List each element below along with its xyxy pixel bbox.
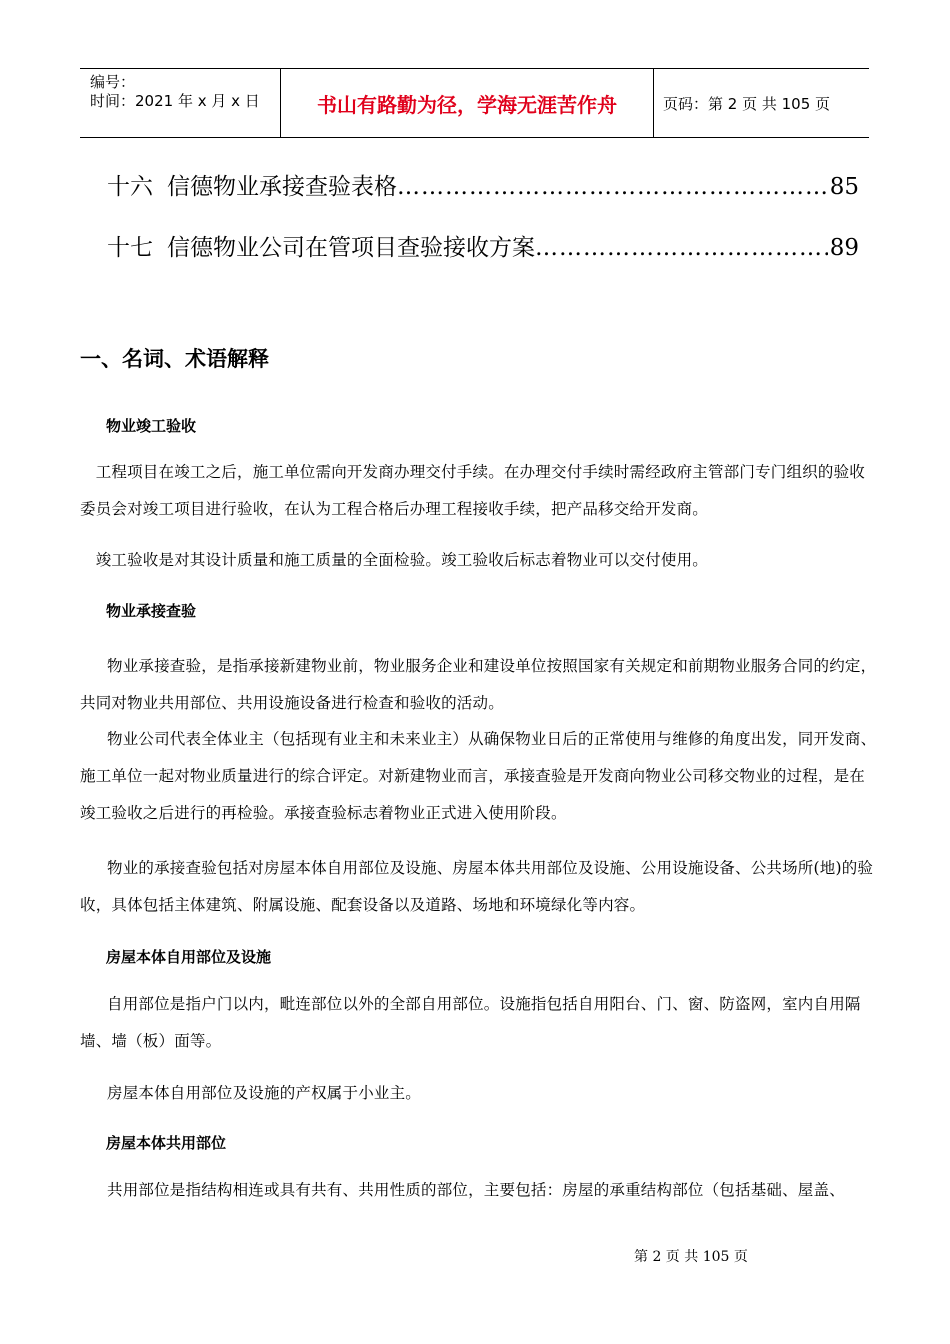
section-title: 一、名词、术语解释 xyxy=(80,347,269,371)
toc-title: 信德物业公司在管项目查验接收方案 xyxy=(167,235,535,261)
subheading: 房屋本体自用部位及设施 xyxy=(106,948,272,966)
paragraph: 房屋本体自用部位及设施的产权属于小业主。 xyxy=(107,1084,422,1102)
toc-entry[interactable] xyxy=(107,229,859,262)
subheading: 房屋本体共用部位 xyxy=(106,1134,227,1152)
header-meta xyxy=(80,69,281,137)
toc-leader xyxy=(397,174,828,200)
paragraph: 物业公司代表全体业主（包括现有业主和未来业主）从确保物业日后的正常使用与维修的角度出发，同开发商、施工单位一起对物业质量进行的综合评定。对新建物业而言，承接查验是开发商向物业公司移交物业的过程，是在竣工验收之后进行的再检验。承接查验标志着物业正式进入使用阶段。 xyxy=(80,730,877,822)
header-page-info: 页码：第 2 页 共 105 页 xyxy=(663,94,831,113)
header-motto: 书山有路勤为径，学海无涯苦作舟 xyxy=(281,69,654,137)
page-footer: 第 2 页 共 105 页 xyxy=(634,1249,748,1265)
paragraph: 共用部位是指结构相连或具有共有、共用性质的部位，主要包括：房屋的承重结构部位（包括基础、屋盖、 xyxy=(107,1181,845,1199)
toc-title: 信德物业承接查验表格 xyxy=(167,174,397,200)
toc-page: 85 xyxy=(829,174,859,200)
time-label: 时间：2021 年 x 月 x 日 xyxy=(90,92,260,110)
number-label: 编号： xyxy=(90,73,136,91)
paragraph: 竣工验收是对其设计质量和施工质量的全面检验。竣工验收后标志着物业可以交付使用。 xyxy=(80,551,709,569)
paragraph: 物业的承接查验包括对房屋本体自用部位及设施、房屋本体共用部位及设施、公用设施设备、公共场所(地)的验收，具体包括主体建筑、附属设施、配套设备以及道路、场地和环境绿化等内容。 xyxy=(80,859,874,914)
paragraph: 物业承接查验，是指承接新建物业前，物业服务企业和建设单位按照国家有关规定和前期物业服务合同的约定，共同对物业共用部位、共用设施设备进行检查和验收的活动。 xyxy=(80,657,877,712)
toc-number: 十六 xyxy=(107,174,153,200)
paragraph: 工程项目在竣工之后，施工单位需向开发商办理交付手续。在办理交付手续时需经政府主管部门专门组织的验收委员会对竣工项目进行验收，在认为工程合格后办理工程接收手续，把产品移交给开发商。 xyxy=(80,463,866,518)
subheading: 物业承接查验 xyxy=(106,602,197,620)
toc-leader xyxy=(535,235,828,261)
page-header xyxy=(80,68,869,138)
toc-number: 十七 xyxy=(107,235,153,261)
subheading: 物业竣工验收 xyxy=(106,417,197,435)
toc-entry[interactable] xyxy=(107,168,859,201)
paragraph: 自用部位是指户门以内，毗连部位以外的全部自用部位。设施指包括自用阳台、门、窗、防盗网，室内自用隔墙、墙（板）面等。 xyxy=(80,995,861,1050)
toc-page: 89 xyxy=(829,235,859,261)
